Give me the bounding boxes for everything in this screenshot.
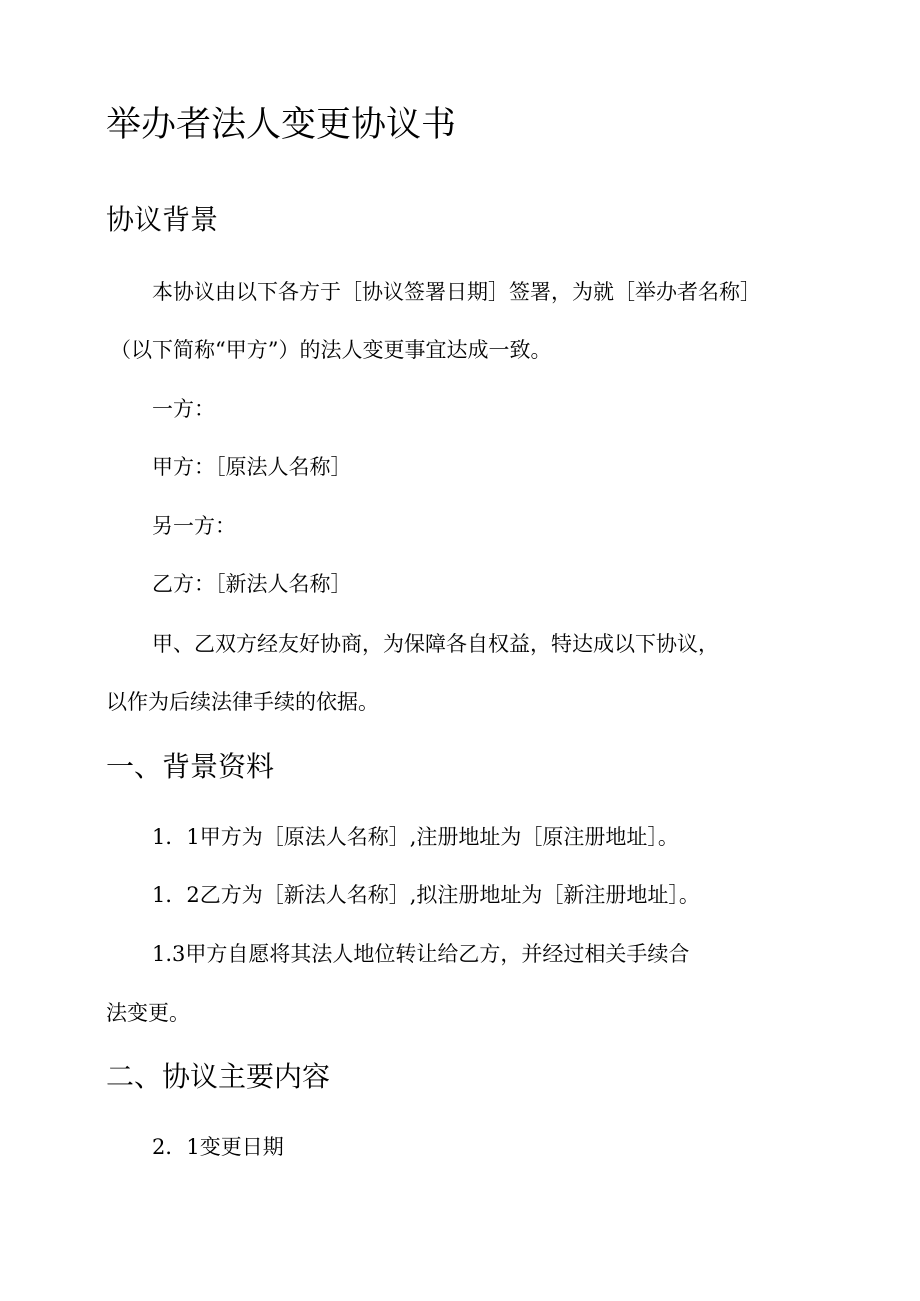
paragraph-intro-line1: 本协议由以下各方于［协议签署日期］签署，为就［举办者名称］ (152, 280, 761, 304)
section-heading-background: 协议背景 (106, 203, 219, 236)
party-one-label: 一方： (152, 397, 215, 421)
item-1-2: 1．2乙方为［新法人名称］,拟注册地址为［新注册地址］。 (152, 883, 700, 907)
item-2-1: 2．1变更日期 (152, 1135, 284, 1159)
paragraph-intro-line2: （以下简称“甲方”）的法人变更事宜达成一致。 (110, 338, 552, 362)
item-1-3-line2: 法变更。 (106, 1001, 190, 1025)
item-1-3-line1: 1.3甲方自愿将其法人地位转让给乙方，并经过相关手续合 (152, 942, 690, 966)
party-a: 甲方：［原法人名称］ (152, 455, 352, 479)
party-b: 乙方：［新法人名称］ (152, 572, 352, 596)
party-other-label: 另一方： (152, 514, 236, 538)
section-heading-two: 二、协议主要内容 (106, 1060, 331, 1093)
paragraph-agreement-line1: 甲、乙双方经友好协商，为保障各自权益，特达成以下协议， (152, 632, 719, 656)
paragraph-agreement-line2: 以作为后续法律手续的依据。 (106, 690, 379, 714)
item-1-1: 1．1甲方为［原法人名称］,注册地址为［原注册地址］。 (152, 825, 679, 849)
section-heading-one: 一、背景资料 (106, 750, 275, 783)
document-title: 举办者法人变更协议书 (106, 105, 457, 145)
